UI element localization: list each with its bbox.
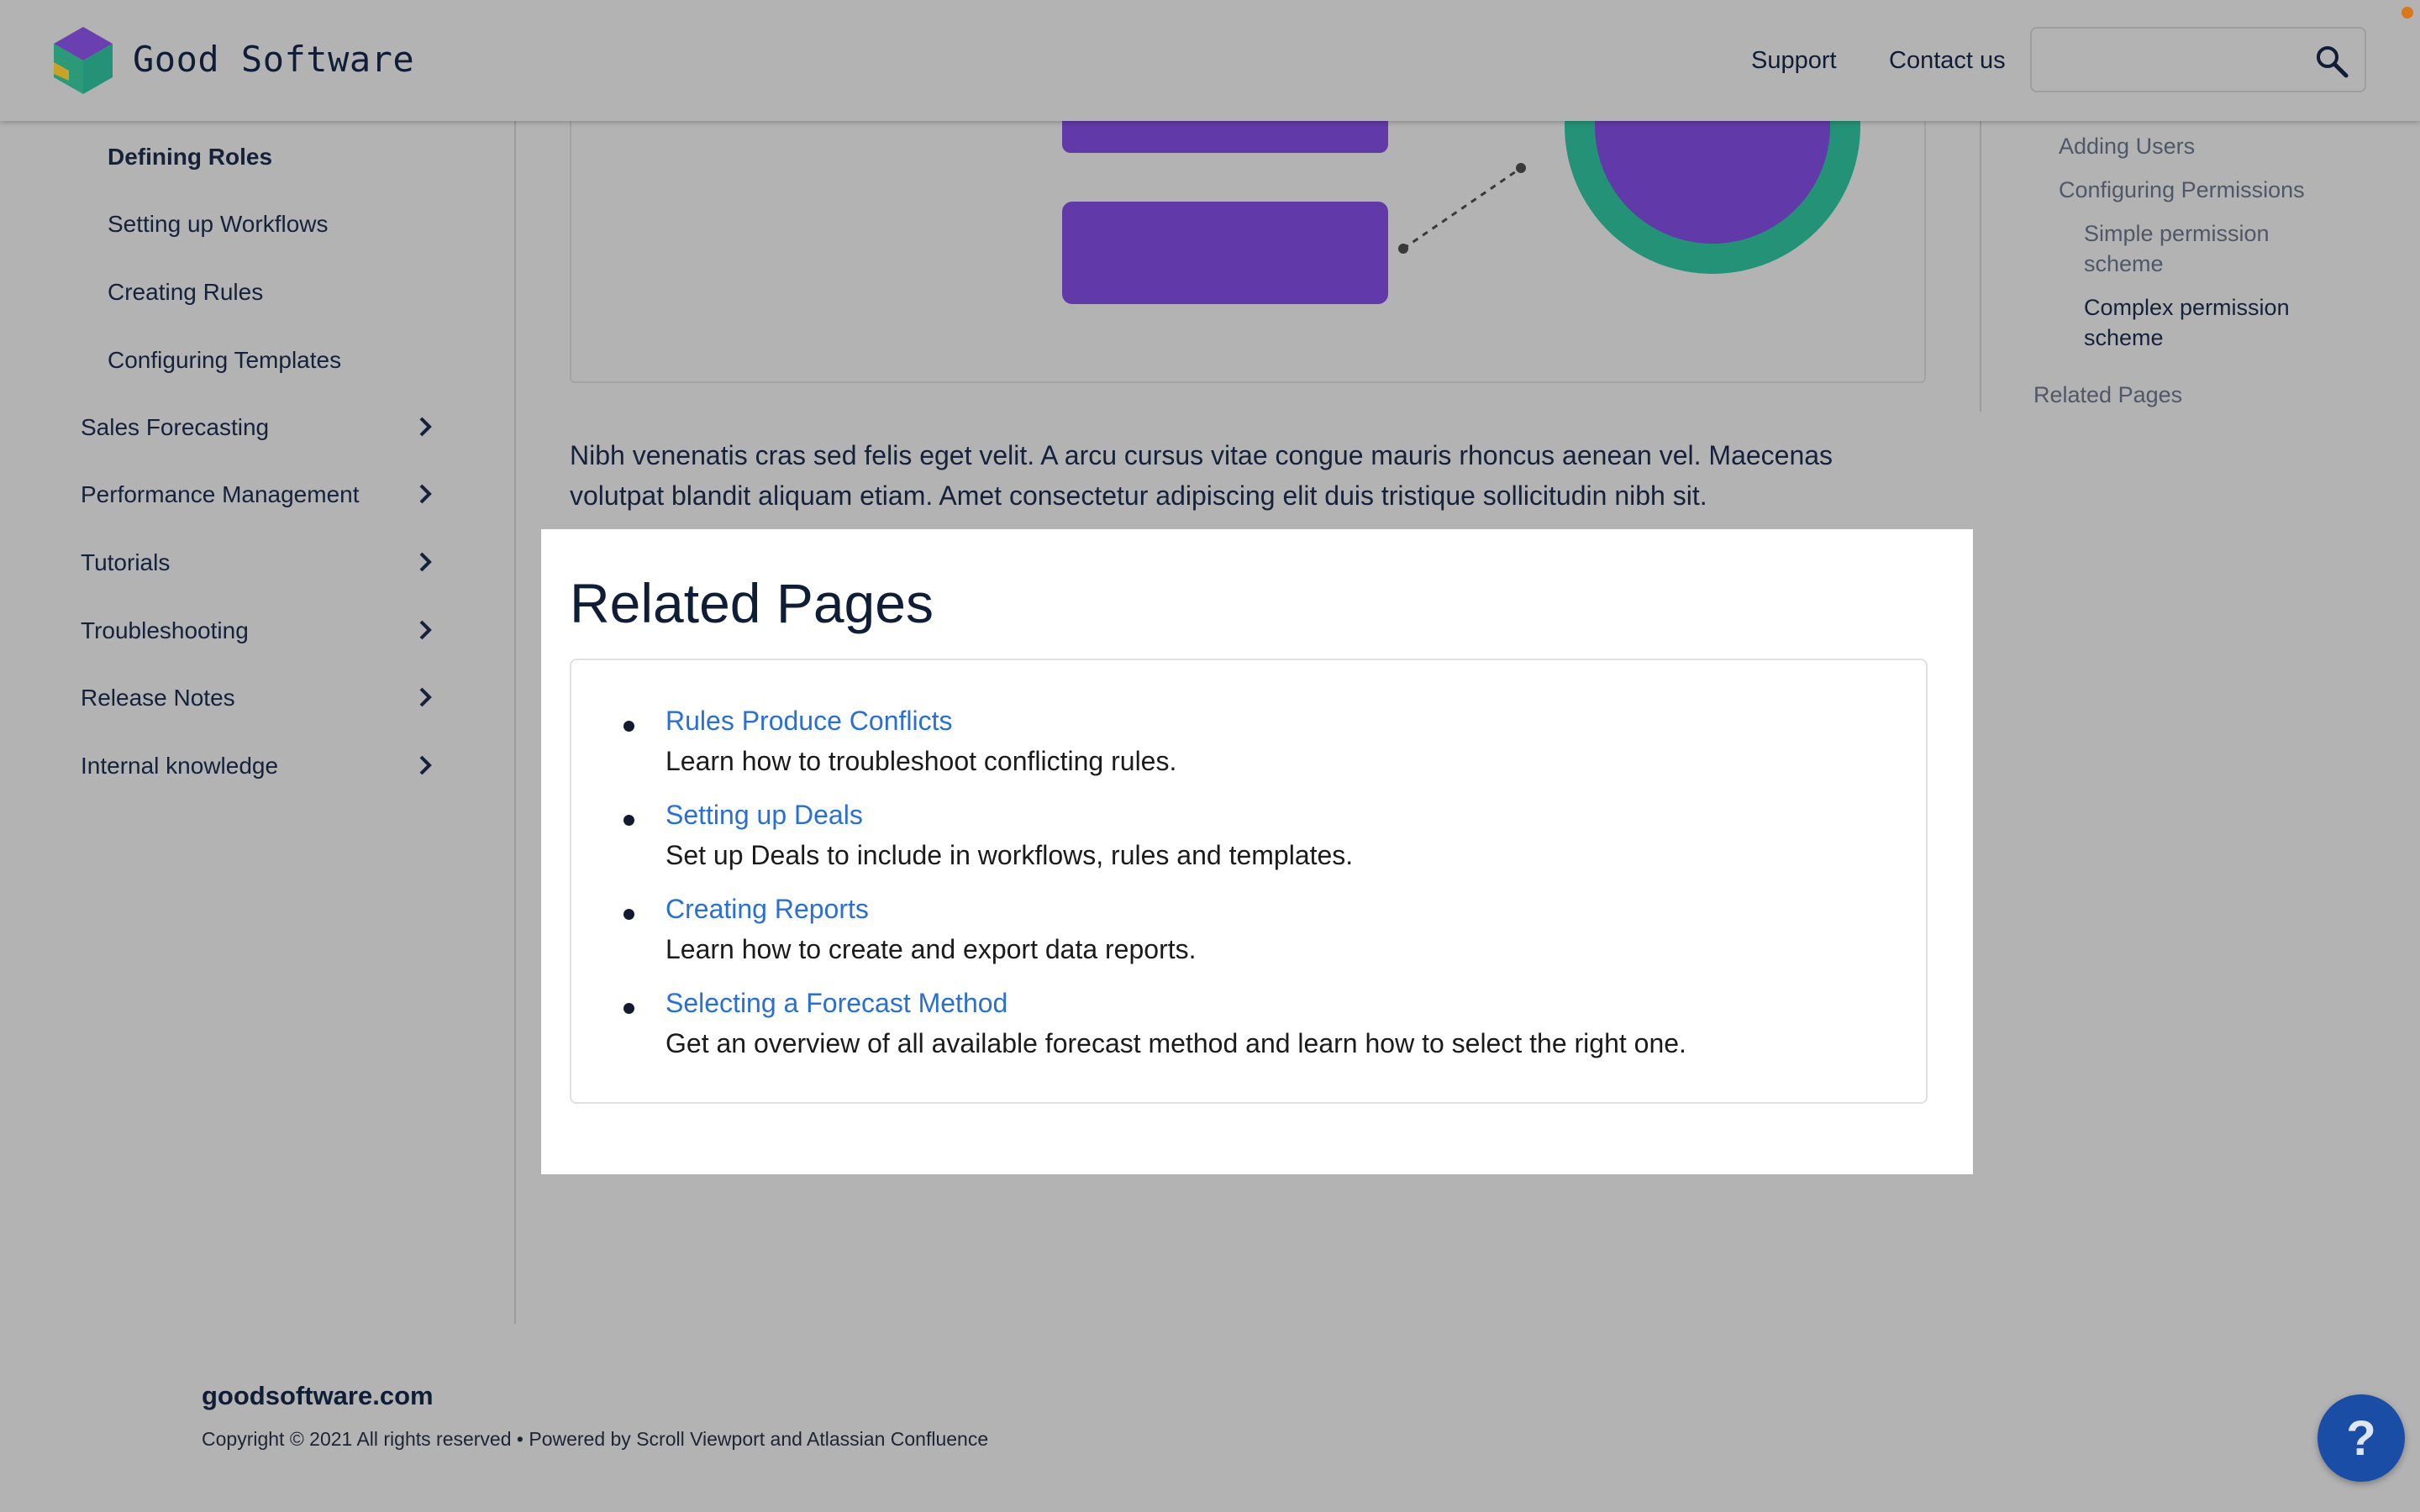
search-icon[interactable] (2314, 44, 2349, 79)
notification-dot (2402, 7, 2413, 18)
sidebar-item-performance-management[interactable] (81, 474, 442, 516)
chevron-right-icon[interactable] (413, 482, 437, 506)
illustration-block-bottom (1062, 202, 1388, 304)
illustration-connector (1403, 168, 1521, 249)
sidebar-item-label: Tutorials (81, 549, 171, 575)
sidebar-divider (514, 121, 516, 1324)
workflow-illustration (571, 84, 1928, 383)
sidebar-item-tutorials[interactable] (81, 542, 442, 584)
related-pages-list (570, 659, 1928, 1104)
related-pages-section (541, 529, 1973, 1174)
bullet-icon (623, 721, 634, 732)
nav-contact-link[interactable]: Contact us (1889, 47, 2006, 74)
sidebar-item-label: Performance Management (81, 481, 360, 507)
bullet-icon (623, 1003, 634, 1014)
related-description: Set up Deals to include in workflows, rules and templates. (666, 840, 1354, 870)
chevron-right-icon[interactable] (413, 618, 437, 642)
related-link[interactable]: Creating Reports (666, 894, 869, 924)
bullet-icon (623, 815, 634, 826)
toc-item-related-pages[interactable]: Related Pages (2033, 382, 2183, 407)
list-item (571, 793, 1916, 877)
sidebar-item-label: Release Notes (81, 685, 235, 711)
sidebar-item-label: Defining Roles (108, 144, 273, 170)
list-item (571, 887, 1916, 971)
list-item (571, 981, 1916, 1065)
toc-item-complex-permission-scheme[interactable]: Complex permission scheme (2084, 295, 2290, 350)
hexagon-cube-logo[interactable] (52, 25, 114, 96)
related-link[interactable]: Rules Produce Conflicts (666, 706, 953, 736)
related-description: Learn how to troubleshoot conflicting rules. (666, 746, 1177, 776)
sidebar-item-sales-forecasting[interactable] (81, 407, 442, 449)
sidebar-item-creating-rules[interactable] (108, 271, 469, 313)
sidebar-item-release-notes[interactable] (81, 677, 442, 719)
search-box[interactable] (2030, 27, 2366, 92)
chevron-right-icon[interactable] (413, 685, 437, 709)
help-button[interactable] (2317, 1394, 2405, 1482)
illustration-figure (570, 84, 1926, 383)
sidebar-item-setting-up-workflows[interactable] (108, 203, 469, 245)
related-description: Get an overview of all available forecast method and learn how to select the right one. (666, 1028, 1686, 1058)
brand-name[interactable]: Good Software (133, 39, 415, 80)
toc-item-configuring-permissions[interactable]: Configuring Permissions (2059, 177, 2305, 202)
footer-domain[interactable]: goodsoftware.com (202, 1381, 434, 1410)
related-pages-heading: Related Pages (570, 572, 934, 634)
footer-copyright: Copyright © 2021 All rights reserved • Powered by Scroll Viewport and Atlassian Confluence (202, 1428, 989, 1450)
sidebar-item-troubleshooting[interactable] (81, 610, 442, 652)
list-item (571, 699, 1916, 783)
sidebar-item-label: Troubleshooting (81, 617, 249, 643)
search-input[interactable] (2044, 39, 2304, 81)
sidebar-item-label: Creating Rules (108, 279, 264, 305)
body-paragraph: Nibh venenatis cras sed felis eget velit. A arcu cursus vitae congue mauris rhoncus aenean vel. Maecenas volutpat blandit aliquam etiam. Amet consectetur adipiscing elit duis tristique sollicitudin nibh sit. (570, 440, 1833, 511)
toc-divider (1980, 121, 1981, 412)
sidebar-item-internal-knowledge[interactable] (81, 745, 442, 787)
sidebar-item-label: Configuring Templates (108, 347, 342, 373)
sidebar-item-defining-roles[interactable] (108, 136, 469, 178)
toc-item-simple-permission-scheme[interactable]: Simple permission scheme (2084, 221, 2270, 276)
sidebar-item-configuring-templates[interactable] (108, 339, 469, 381)
sidebar-item-label: Sales Forecasting (81, 414, 270, 440)
site-header (0, 0, 2420, 121)
question-mark-icon: ? (2346, 1410, 2376, 1466)
chevron-right-icon[interactable] (413, 753, 437, 777)
related-link[interactable]: Setting up Deals (666, 800, 863, 830)
related-description: Learn how to create and export data reports. (666, 934, 1197, 964)
sidebar-item-label: Setting up Workflows (108, 211, 329, 237)
related-link[interactable]: Selecting a Forecast Method (666, 988, 1008, 1018)
chevron-right-icon[interactable] (413, 415, 437, 438)
sidebar-item-label: Internal knowledge (81, 753, 279, 779)
nav-support-link[interactable]: Support (1751, 47, 1837, 74)
bullet-icon (623, 909, 634, 920)
toc-item-adding-users[interactable]: Adding Users (2059, 134, 2196, 159)
chevron-right-icon[interactable] (413, 550, 437, 574)
